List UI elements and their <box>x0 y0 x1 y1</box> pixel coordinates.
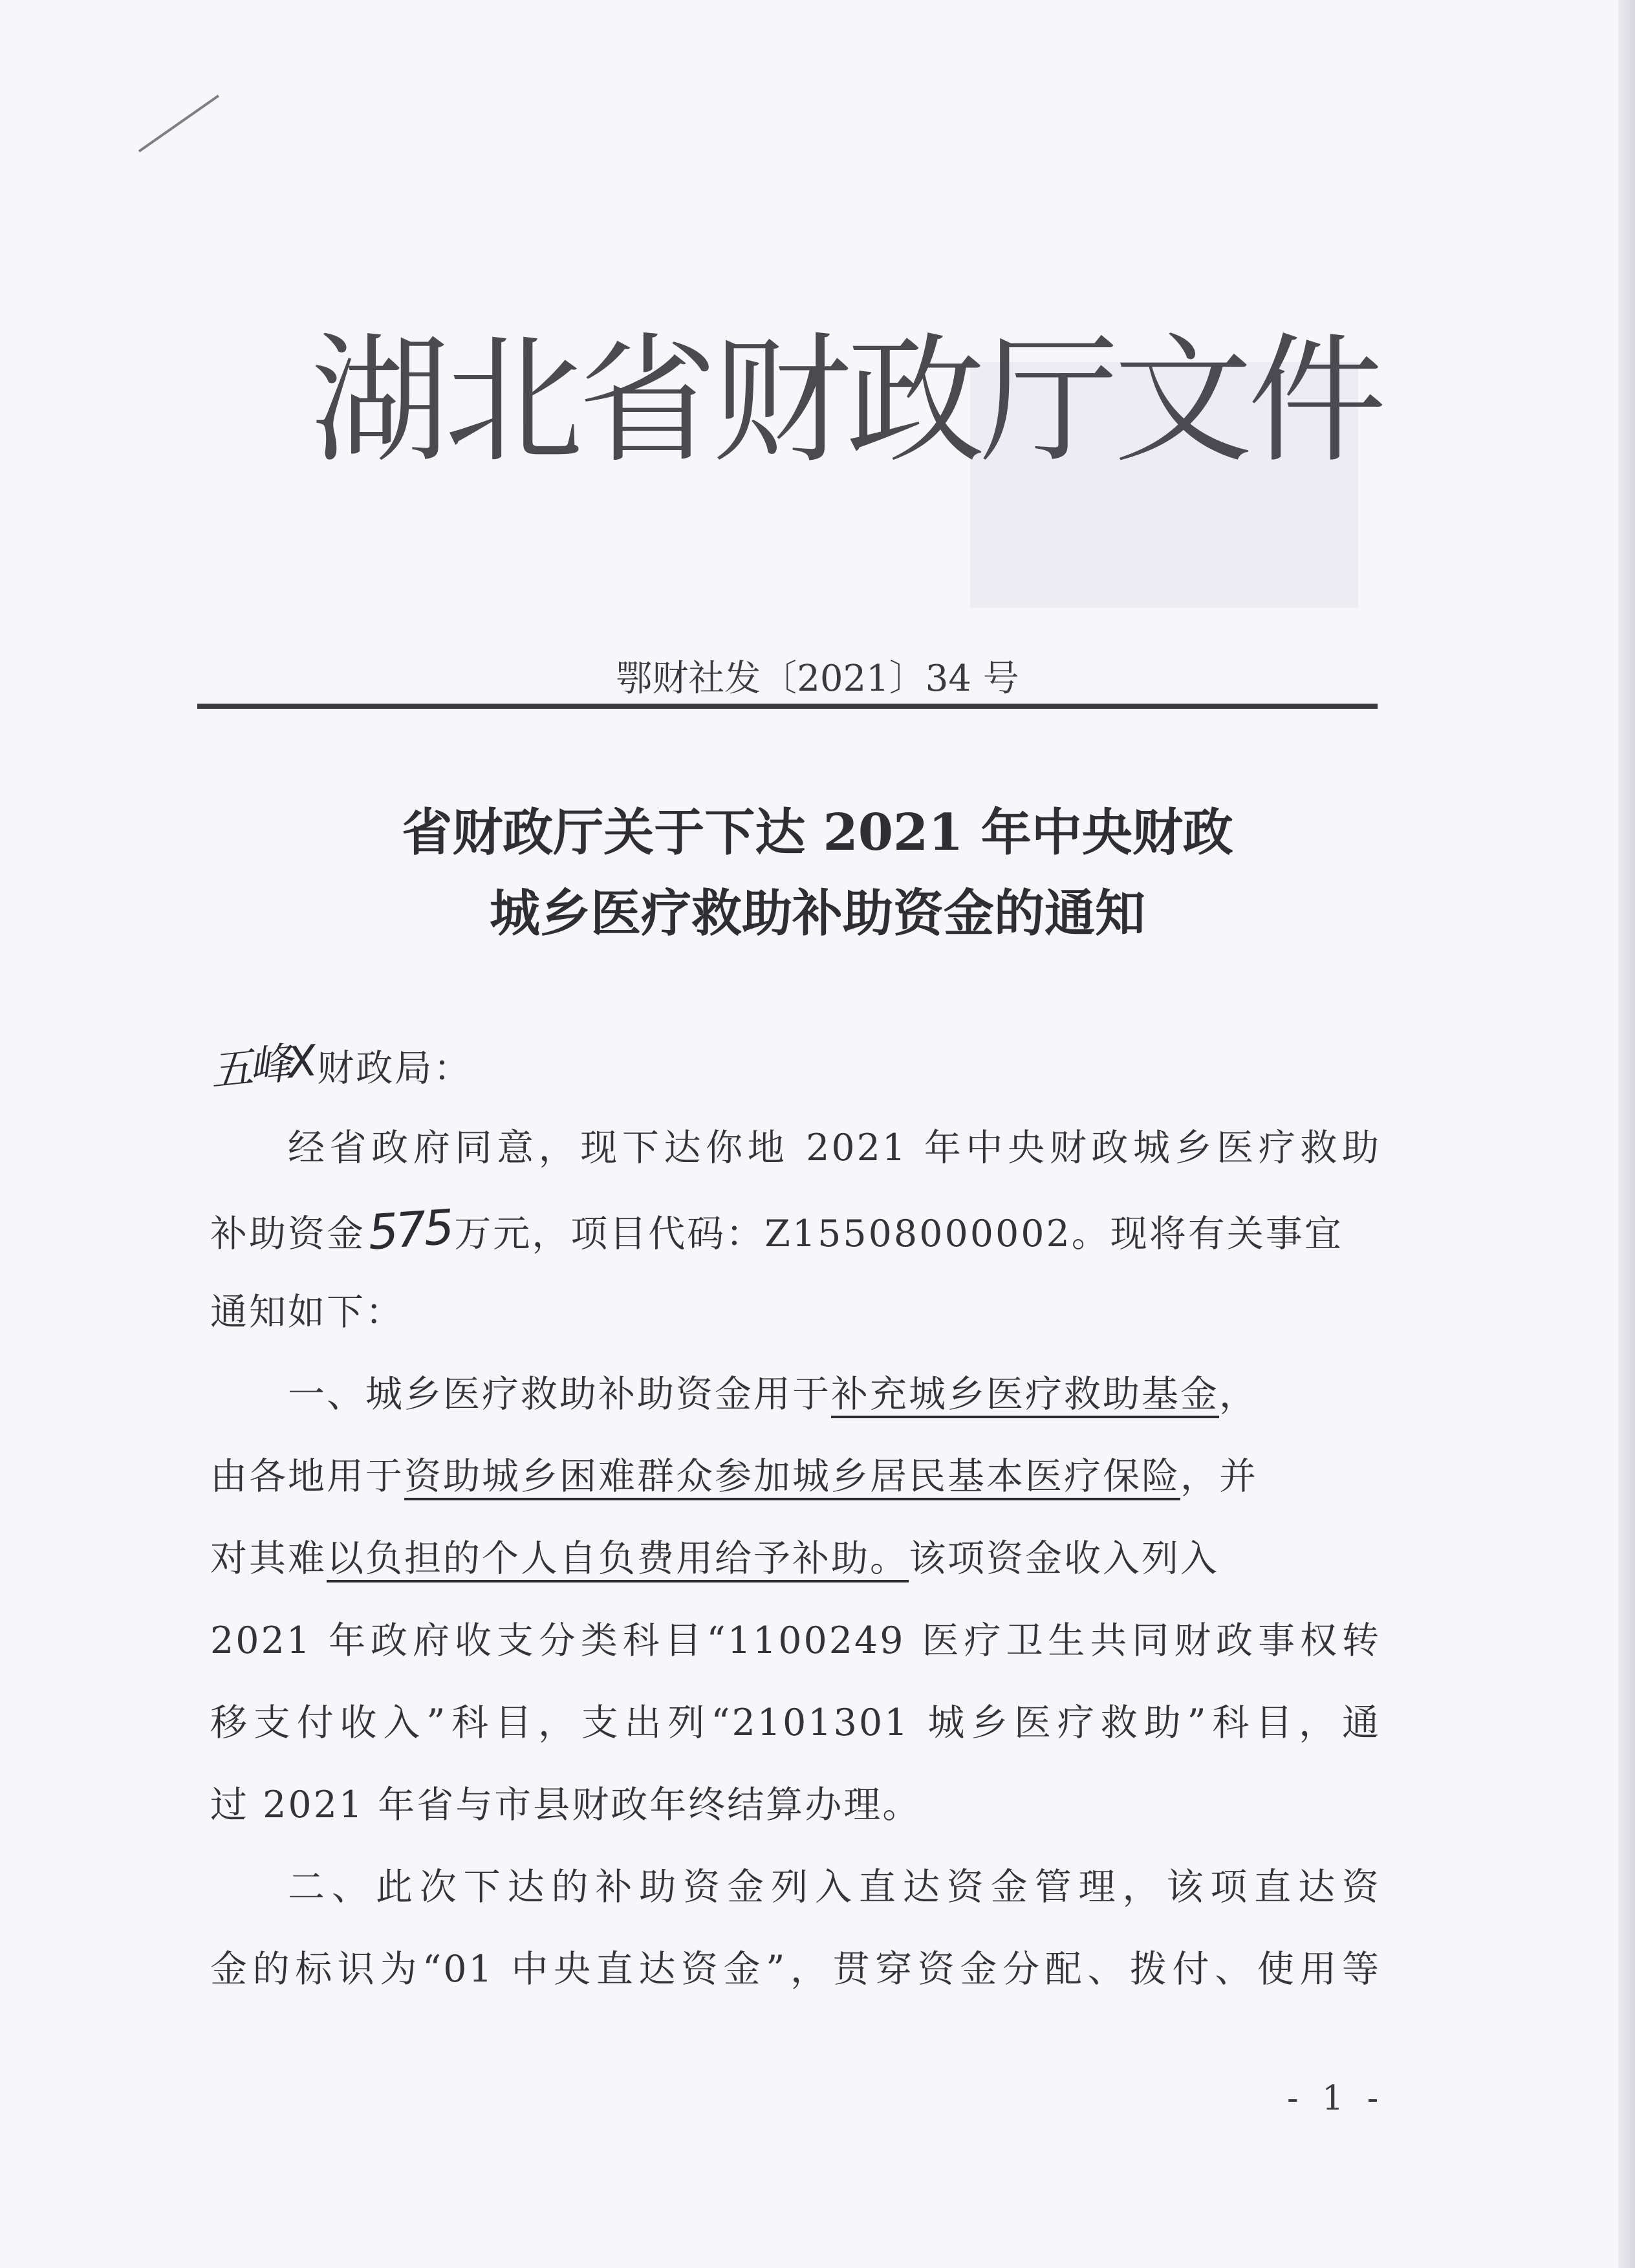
para2-line-2-prefix: 由各地用于 <box>210 1455 404 1498</box>
document-subject <box>0 792 1635 954</box>
document-header-title: 湖北省财政厅文件 <box>310 319 1381 482</box>
subject-line-1: 省财政厅关于下达 2021 年中央财政 <box>402 803 1233 862</box>
document-body <box>210 1025 1381 2011</box>
para1-line-3: 通知如下： <box>210 1291 404 1334</box>
para2-line-1 <box>210 1354 1381 1436</box>
handwritten-recipient: 五峰X <box>208 1035 316 1097</box>
para2-line-3-prefix: 对其难 <box>210 1537 327 1580</box>
para3-line-2: 金的标识为“01 中央直达资金”，贯穿资金分配、拨付、使用等 <box>210 1948 1381 1991</box>
para2-line-2-suffix: ，并 <box>1180 1455 1258 1498</box>
pen-mark <box>138 94 219 152</box>
para2-line-5: 移支付收入”科目，支出列“2101301 城乡医疗救助”科目，通 <box>210 1701 1381 1744</box>
header-rule <box>197 704 1378 709</box>
para2-line-6: 过 2021 年省与市县财政年终结算办理。 <box>210 1784 922 1826</box>
para2-line-3-underlined: 以负担的个人自负费用给予补助。 <box>327 1537 909 1580</box>
para1-line-2-prefix: 补助资金 <box>210 1213 365 1255</box>
para2-line-1-suffix: ， <box>1219 1373 1258 1416</box>
para3-line-1: 二、此次下达的补助资金列入直达资金管理，该项直达资 <box>288 1866 1381 1908</box>
para2-line-1-prefix: 一、城乡医疗救助补助资金用于 <box>288 1373 831 1416</box>
handwritten-amount: 575 <box>366 1199 454 1261</box>
para2-line-1-underlined: 补充城乡医疗救助基金 <box>831 1373 1219 1416</box>
para1-line-2 <box>210 1189 1381 1271</box>
para1-line-2-suffix: 万元，项目代码：Z15508000002。现将有关事宜 <box>454 1213 1343 1255</box>
para2-line-3 <box>210 1518 1381 1600</box>
para2-line-3-suffix: 该项资金收入列入 <box>909 1537 1219 1580</box>
para2-line-2 <box>210 1436 1381 1518</box>
para2-line-2-underlined: 资助城乡困难群众参加城乡居民基本医疗保险 <box>404 1455 1180 1498</box>
page-number: - 1 - <box>1287 2079 1385 2118</box>
recipient-suffix: 财政局： <box>317 1047 473 1090</box>
page-edge-shadow <box>1618 0 1635 2268</box>
subject-line-2: 城乡医疗救助补助资金的通知 <box>489 884 1145 943</box>
para2-line-4: 2021 年政府收支分类科目“1100249 医疗卫生共同财政事权转 <box>210 1619 1381 1662</box>
document-number: 鄂财社发〔2021〕34 号 <box>616 658 1019 700</box>
para1-line-1: 经省政府同意，现下达你地 2021 年中央财政城乡医疗救助 <box>288 1127 1381 1169</box>
recipient-line <box>210 1025 1381 1107</box>
